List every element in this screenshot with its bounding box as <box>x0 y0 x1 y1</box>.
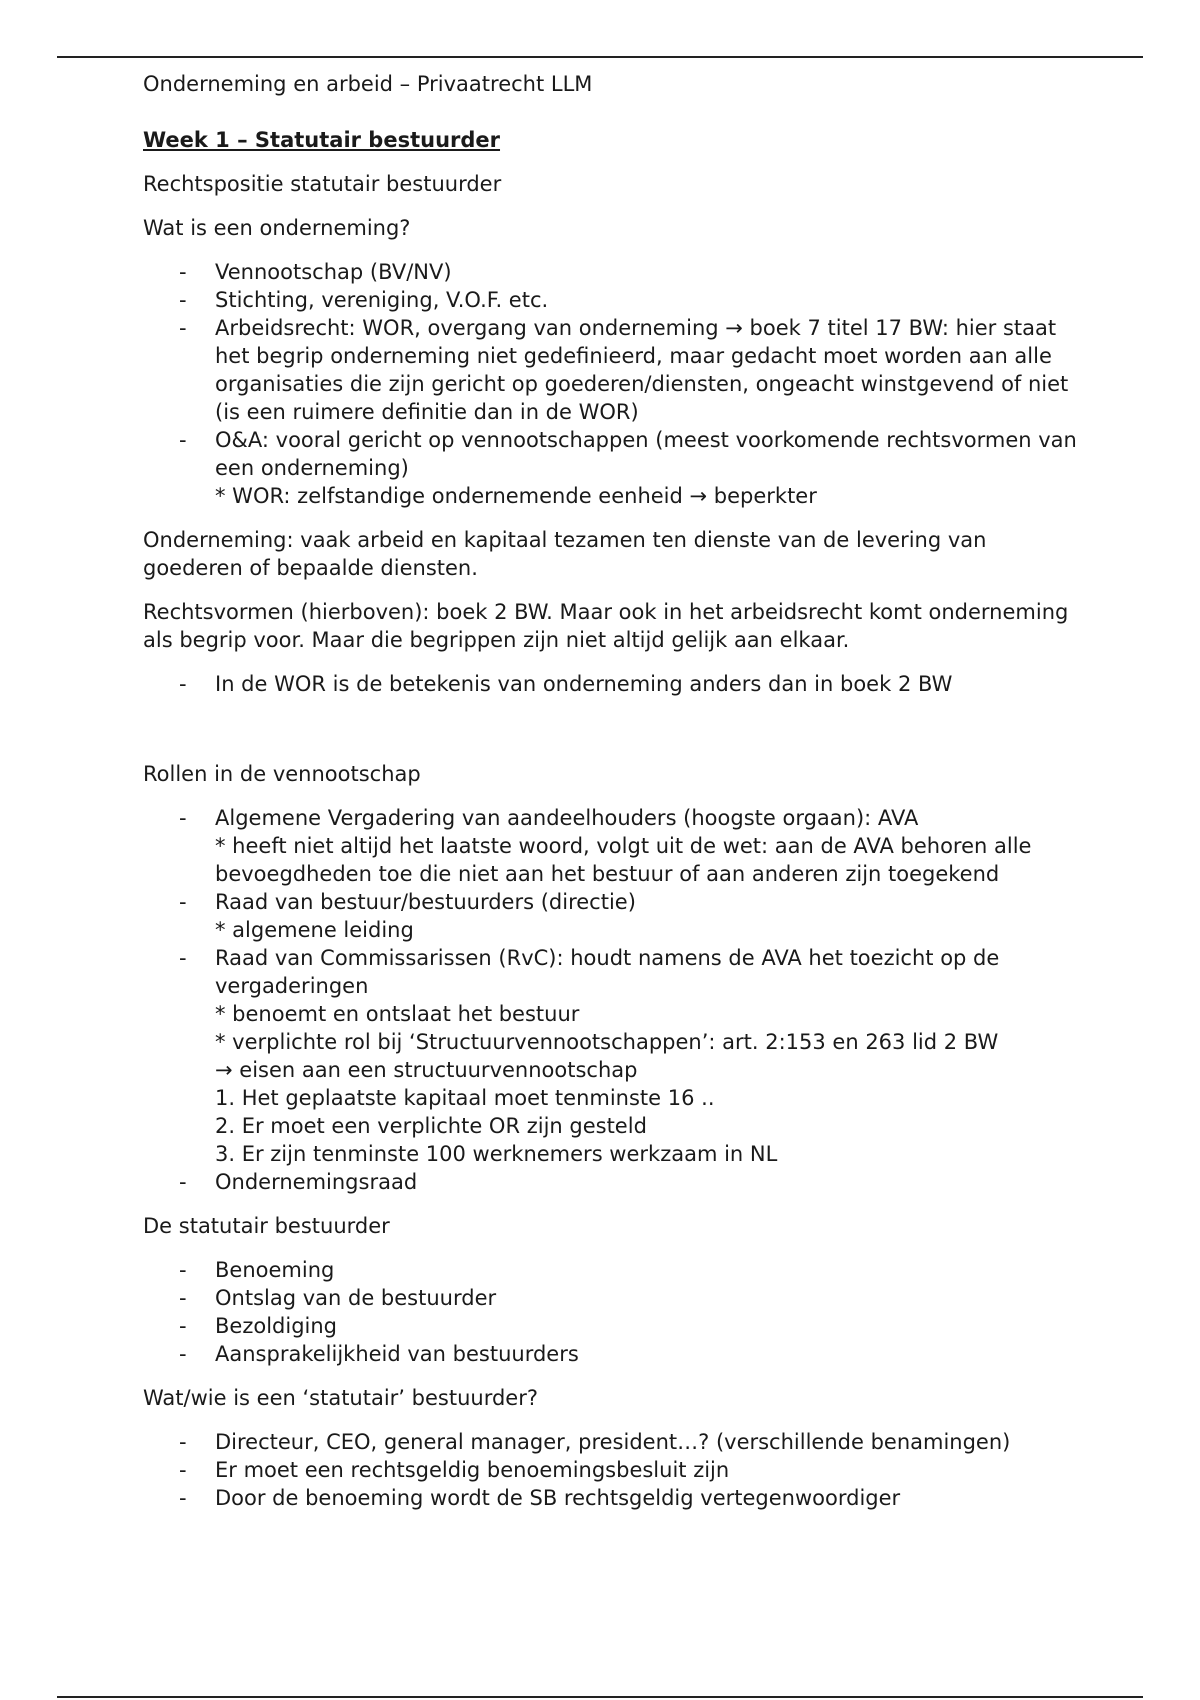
running-header: Onderneming en arbeid – Privaatrecht LLM <box>143 72 593 96</box>
list-statutair-kenmerken <box>143 1428 1083 1512</box>
list-item: - Ontslag van de bestuurder <box>179 1286 497 1310</box>
bullet-dash: - <box>179 260 187 284</box>
list-item: - Bezoldiging <box>179 1314 338 1338</box>
list-bestuurder-topics <box>143 1256 1083 1368</box>
list-item: - Stichting, vereniging, V.O.F. etc. <box>179 288 549 312</box>
section-title: Week 1 – Statutair bestuurder <box>143 128 501 152</box>
list-item: - Benoeming <box>179 1258 335 1282</box>
list-item: - Door de benoeming wordt de SB rechtsgeldig vertegenwoordiger <box>179 1486 901 1510</box>
list-item: - Er moet een rechtsgeldig benoemingsbesluit zijn <box>179 1458 730 1482</box>
bottom-rule <box>57 1696 1143 1698</box>
list-item: - Vennootschap (BV/NV) <box>179 260 452 284</box>
top-rule <box>57 56 1143 58</box>
list-item: - Raad van Commissarissen (RvC): houdt namens de AVA het toezicht op de vergaderingen * benoemt en ontslaat het bestuur * verplichte rol bij ‘Structuurvennootschappen’: art. 2:153 en 263 lid 2 BW → eisen aan een structuurvennootschap 1. Het geplaatste kapitaal moet tenminste 16 .. 2. Er moet een verplichte OR zijn gesteld 3. Er zijn tenminste 100 werknemers werkzaam in NL <box>179 946 1000 1166</box>
list-item: - O&A: vooral gericht op vennootschappen (meest voorkomende rechtsvormen van een onderneming) * WOR: zelfstandige ondernemende eenheid → beperkter <box>179 428 1077 508</box>
document-page <box>143 70 1083 1512</box>
paragraph-onderneming-definitie: Onderneming: vaak arbeid en kapitaal tezamen ten dienste van de levering van goederen of bepaalde diensten. <box>143 528 987 580</box>
list-item: - Aansprakelijkheid van bestuurders <box>179 1342 579 1366</box>
paragraph-wat-is-onderneming: Wat is een onderneming? <box>143 216 411 240</box>
paragraph-rollen: Rollen in de vennootschap <box>143 762 421 786</box>
list-wor <box>143 670 1083 698</box>
list-item: - Ondernemingsraad <box>179 1170 418 1194</box>
paragraph-rechtsvormen: Rechtsvormen (hierboven): boek 2 BW. Maar ook in het arbeidsrecht komt onderneming als begrip voor. Maar die begrippen zijn niet altijd gelijk aan elkaar. <box>143 600 1069 652</box>
list-onderneming-types <box>143 258 1083 510</box>
paragraph-statutair-bestuurder: De statutair bestuurder <box>143 1214 390 1238</box>
list-item: - Arbeidsrecht: WOR, overgang van onderneming → boek 7 titel 17 BW: hier staat het begrip onderneming niet gedefinieerd, maar gedacht moet worden aan alle organisaties die zijn gericht op goederen/diensten, ongeacht winstgevend of niet (is een ruimere definitie dan in de WOR) <box>179 316 1069 424</box>
list-rollen <box>143 804 1083 1196</box>
list-item: - In de WOR is de betekenis van onderneming anders dan in boek 2 BW <box>179 672 953 696</box>
list-item: - Raad van bestuur/bestuurders (directie) * algemene leiding <box>179 890 636 942</box>
paragraph-wat-wie: Wat/wie is een ‘statutair’ bestuurder? <box>143 1386 539 1410</box>
list-item: - Directeur, CEO, general manager, president…? (verschillende benamingen) <box>179 1430 1011 1454</box>
paragraph-rechtspositie: Rechtspositie statutair bestuurder <box>143 172 502 196</box>
list-item: - Algemene Vergadering van aandeelhouders (hoogste orgaan): AVA * heeft niet altijd het laatste woord, volgt uit de wet: aan de AVA behoren alle bevoegdheden toe die niet aan het bestuur of aan anderen zijn toegekend <box>179 806 1032 886</box>
